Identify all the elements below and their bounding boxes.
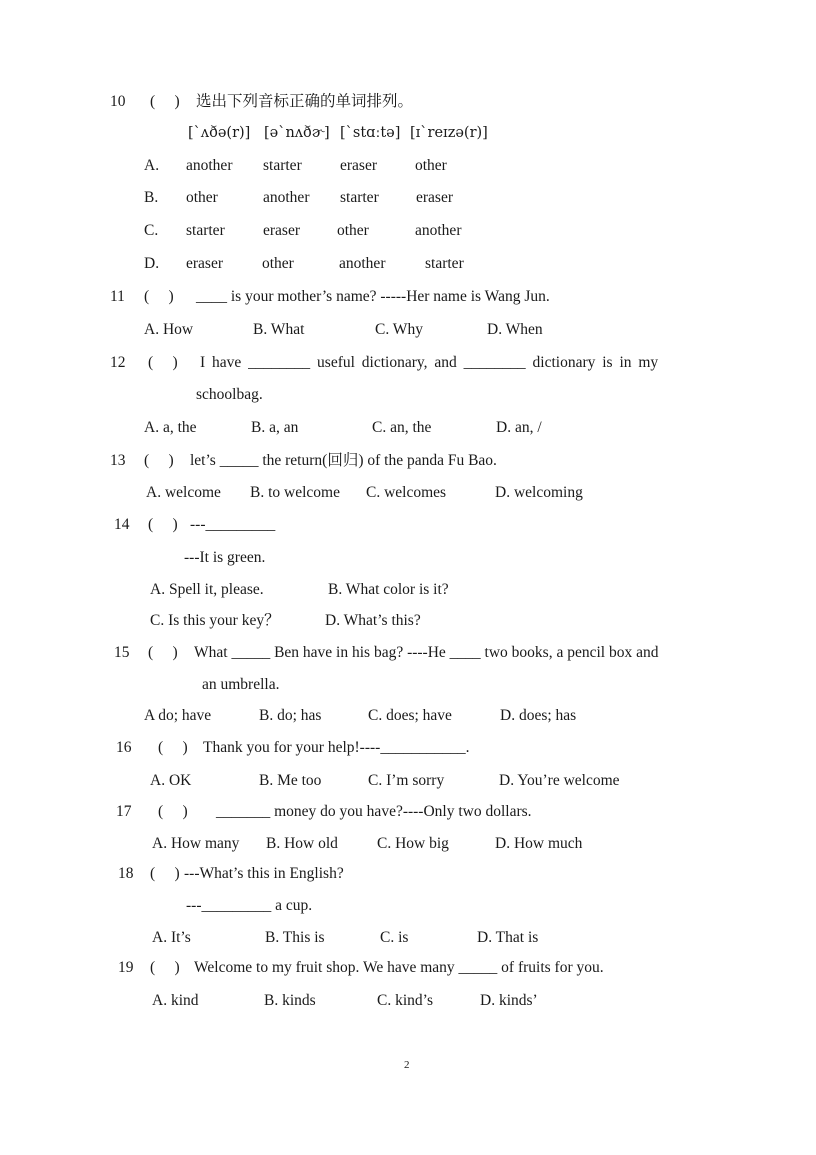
phonetic-2: [əˋnʌðɚ]	[264, 125, 330, 141]
option: C. does; have	[368, 707, 452, 724]
option-word: another	[415, 222, 462, 239]
option: D. When	[487, 321, 543, 338]
option: A. OK	[150, 772, 192, 789]
question-number: 19	[118, 959, 134, 976]
answer-parentheses: ( )	[148, 644, 178, 661]
option-word: another	[186, 157, 233, 174]
option: B. What	[253, 321, 305, 338]
option-word: eraser	[186, 255, 223, 272]
option: C. I’m sorry	[368, 772, 445, 789]
option-letter: B.	[144, 189, 159, 206]
option: D. welcoming	[495, 484, 583, 501]
option: D. How much	[495, 835, 583, 852]
option: C. Is this your key？	[150, 612, 280, 629]
option-word: starter	[186, 222, 225, 239]
answer-parentheses: ( )	[158, 803, 188, 820]
option: A. Spell it, please.	[150, 581, 264, 598]
option: A. a, the	[144, 419, 197, 436]
question-number: 14	[114, 516, 130, 533]
option: B. This is	[265, 929, 325, 946]
question-number: 10	[110, 93, 126, 110]
question-number: 15	[114, 644, 130, 661]
question-stem: Welcome to my fruit shop. We have many _____ of fruits for you.	[194, 959, 604, 976]
option-word: starter	[340, 189, 379, 206]
question-stem-continued: schoolbag.	[196, 386, 263, 403]
question-number: 17	[116, 803, 132, 820]
option: C. Why	[375, 321, 423, 338]
option: A. How many	[152, 835, 240, 852]
option-word: other	[337, 222, 369, 239]
answer-parentheses: ( )	[150, 865, 180, 882]
answer-parentheses: ( )	[158, 739, 188, 756]
dialogue-answer: ---_________ a cup.	[186, 897, 313, 914]
option: D. an, /	[496, 419, 542, 436]
question-stem: What _____ Ben have in his bag? ----He ____ two books, a pencil box and	[194, 644, 659, 661]
phonetic-3: [ˋstɑːtə]	[340, 125, 401, 141]
option-word: starter	[263, 157, 302, 174]
answer-parentheses: ( )	[150, 93, 180, 110]
option: A. It’s	[152, 929, 191, 946]
option: B. kinds	[264, 992, 316, 1009]
phonetic-4: [ɪˋreɪzə(r)]	[410, 125, 488, 141]
option: A. How	[144, 321, 194, 338]
dialogue-answer: ---It is green.	[184, 549, 266, 566]
option-word: another	[263, 189, 310, 206]
option: C. How big	[377, 835, 449, 852]
question-stem: _______ money do you have?----Only two dollars.	[216, 803, 532, 820]
answer-parentheses: ( )	[150, 959, 180, 976]
option-word: another	[339, 255, 386, 272]
answer-parentheses: ( )	[148, 516, 178, 533]
answer-parentheses: ( )	[144, 452, 174, 469]
option-word: other	[186, 189, 218, 206]
option-word: starter	[425, 255, 464, 272]
option: A. kind	[152, 992, 199, 1009]
option: C. is	[380, 929, 409, 946]
phonetic-1: [ˋʌðə(r)]	[188, 125, 251, 141]
option: B. What color is it?	[328, 581, 449, 598]
option-word: eraser	[263, 222, 300, 239]
option: C. welcomes	[366, 484, 447, 501]
option-letter: D.	[144, 255, 160, 272]
option: B. How old	[266, 835, 338, 852]
option: D. That is	[477, 929, 539, 946]
option-word: other	[262, 255, 294, 272]
answer-parentheses: ( )	[144, 288, 174, 305]
option: D. What’s this?	[325, 612, 421, 629]
question-stem: ____ is your mother’s name? -----Her name is Wang Jun.	[196, 288, 550, 305]
question-stem: I have ________ useful dictionary, and ________ dictionary is in my	[200, 354, 659, 371]
option: D. You’re welcome	[499, 772, 620, 789]
question-number: 12	[110, 354, 126, 371]
option: B. a, an	[251, 419, 299, 436]
page-number: 2	[404, 1059, 410, 1071]
option: D. does; has	[500, 707, 577, 724]
question-stem: ---What’s this in English?	[184, 865, 344, 882]
question-stem: Thank you for your help!----___________.	[203, 739, 470, 756]
option: A do; have	[144, 707, 212, 724]
question-stem: ---_________	[190, 516, 276, 533]
option-letter: A.	[144, 157, 160, 174]
question-stem: let’s _____ the return(回归) of the panda Fu Bao.	[190, 452, 497, 469]
question-number: 18	[118, 865, 134, 882]
answer-parentheses: ( )	[148, 354, 178, 371]
question-stem: 选出下列音标正确的单词排列。	[196, 93, 414, 110]
option: B. Me too	[259, 772, 322, 789]
option: A. welcome	[146, 484, 221, 501]
option-word: eraser	[340, 157, 377, 174]
option: B. do; has	[259, 707, 322, 724]
option: D. kinds’	[480, 992, 538, 1009]
option-letter: C.	[144, 222, 159, 239]
question-number: 16	[116, 739, 132, 756]
question-number: 11	[110, 288, 125, 305]
question-number: 13	[110, 452, 126, 469]
option: C. an, the	[372, 419, 432, 436]
option-word: other	[415, 157, 447, 174]
option: B. to welcome	[250, 484, 340, 501]
option-word: eraser	[416, 189, 453, 206]
question-stem-continued: an umbrella.	[202, 676, 280, 693]
option: C. kind’s	[377, 992, 433, 1009]
